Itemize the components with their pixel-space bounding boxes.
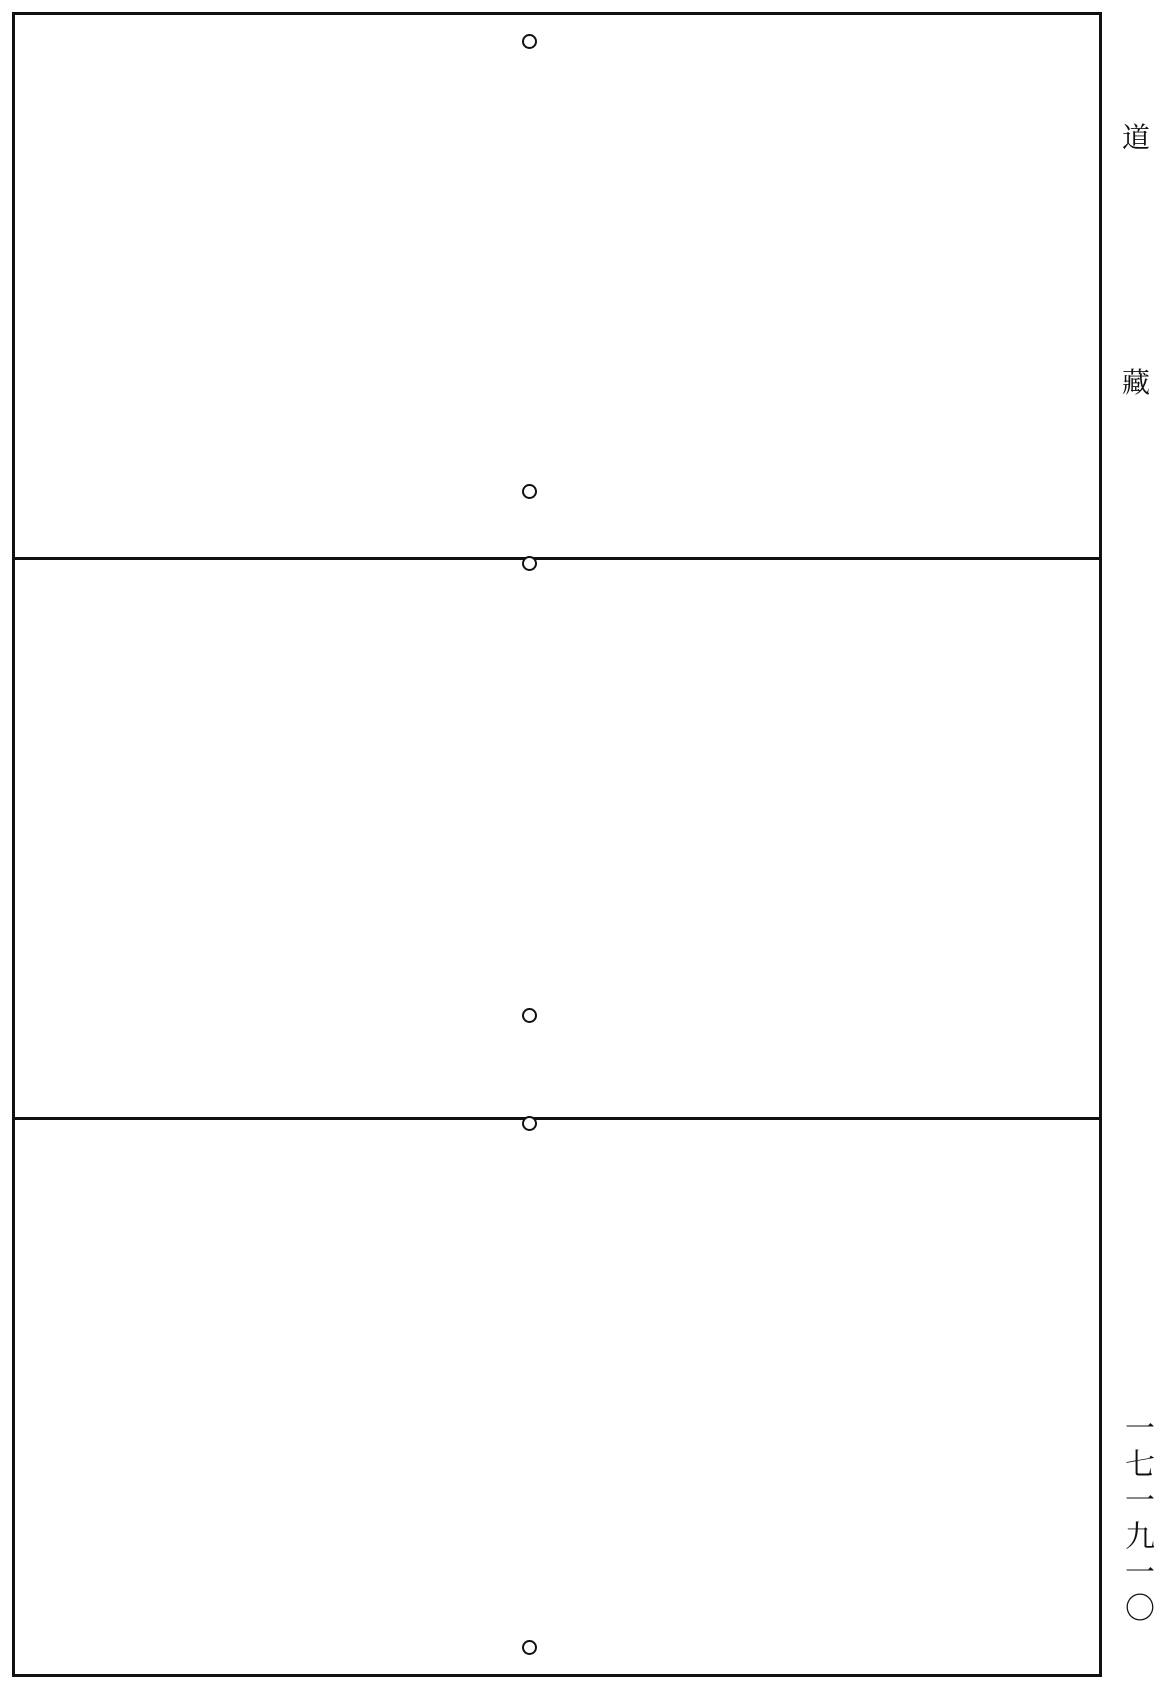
text-column <box>140 600 176 1093</box>
circle-marker <box>522 1116 537 1131</box>
text-column <box>717 1160 753 1653</box>
text-column <box>525 52 561 533</box>
text-column <box>140 52 176 533</box>
text-column <box>573 600 609 1093</box>
text-column <box>236 52 272 533</box>
text-panel-3 <box>12 1117 1102 1677</box>
text-column <box>284 1160 320 1653</box>
text-column <box>381 52 417 533</box>
text-column <box>332 600 368 1093</box>
text-column <box>140 1160 176 1653</box>
text-column <box>573 1160 609 1653</box>
text-column <box>429 1160 465 1653</box>
text-column <box>188 52 224 533</box>
text-column <box>862 1160 898 1653</box>
text-column <box>1006 52 1042 533</box>
text-column <box>910 1160 946 1653</box>
text-column <box>910 52 946 533</box>
text-column <box>477 52 513 533</box>
text-column <box>669 600 705 1093</box>
text-column <box>765 1160 801 1653</box>
text-column <box>92 1160 128 1653</box>
text-column <box>429 600 465 1093</box>
circle-marker <box>522 1640 537 1655</box>
text-column <box>862 52 898 533</box>
circle-marker <box>522 484 537 499</box>
side-margin <box>1108 12 1163 1677</box>
text-column <box>92 52 128 533</box>
text-column <box>621 1160 657 1653</box>
text-column <box>477 600 513 1093</box>
text-column <box>236 600 272 1093</box>
side-label-bottom: 藏 <box>1121 366 1150 399</box>
text-column <box>477 1160 513 1653</box>
text-column <box>429 52 465 533</box>
page-number: 一七一九一〇 <box>1119 1412 1154 1628</box>
text-column <box>621 600 657 1093</box>
text-column <box>717 600 753 1093</box>
circle-marker <box>522 34 537 49</box>
text-column <box>236 1160 272 1653</box>
text-column <box>813 1160 849 1653</box>
text-column <box>813 52 849 533</box>
text-column <box>813 600 849 1093</box>
text-column <box>765 52 801 533</box>
text-column <box>958 52 994 533</box>
text-column <box>381 600 417 1093</box>
text-column <box>765 600 801 1093</box>
text-column <box>958 1160 994 1653</box>
text-column <box>525 1160 561 1653</box>
text-column <box>621 52 657 533</box>
text-column <box>188 1160 224 1653</box>
column-block <box>92 600 1042 1093</box>
column-block <box>92 1160 1042 1653</box>
text-column <box>1006 600 1042 1093</box>
text-column <box>717 52 753 533</box>
text-column <box>332 1160 368 1653</box>
text-panel-2 <box>12 557 1102 1117</box>
text-column <box>284 600 320 1093</box>
text-column <box>958 600 994 1093</box>
text-column <box>381 1160 417 1653</box>
text-column <box>1006 1160 1042 1653</box>
text-column <box>92 600 128 1093</box>
text-column <box>188 600 224 1093</box>
text-column <box>669 1160 705 1653</box>
text-column <box>332 52 368 533</box>
text-column <box>573 52 609 533</box>
side-label-top: 道 <box>1121 121 1150 154</box>
circle-marker <box>522 1008 537 1023</box>
column-block <box>92 52 1042 533</box>
text-panel-1 <box>12 12 1102 557</box>
text-column <box>910 600 946 1093</box>
text-column <box>669 52 705 533</box>
circle-marker <box>522 556 537 571</box>
text-column <box>862 600 898 1093</box>
text-column <box>284 52 320 533</box>
